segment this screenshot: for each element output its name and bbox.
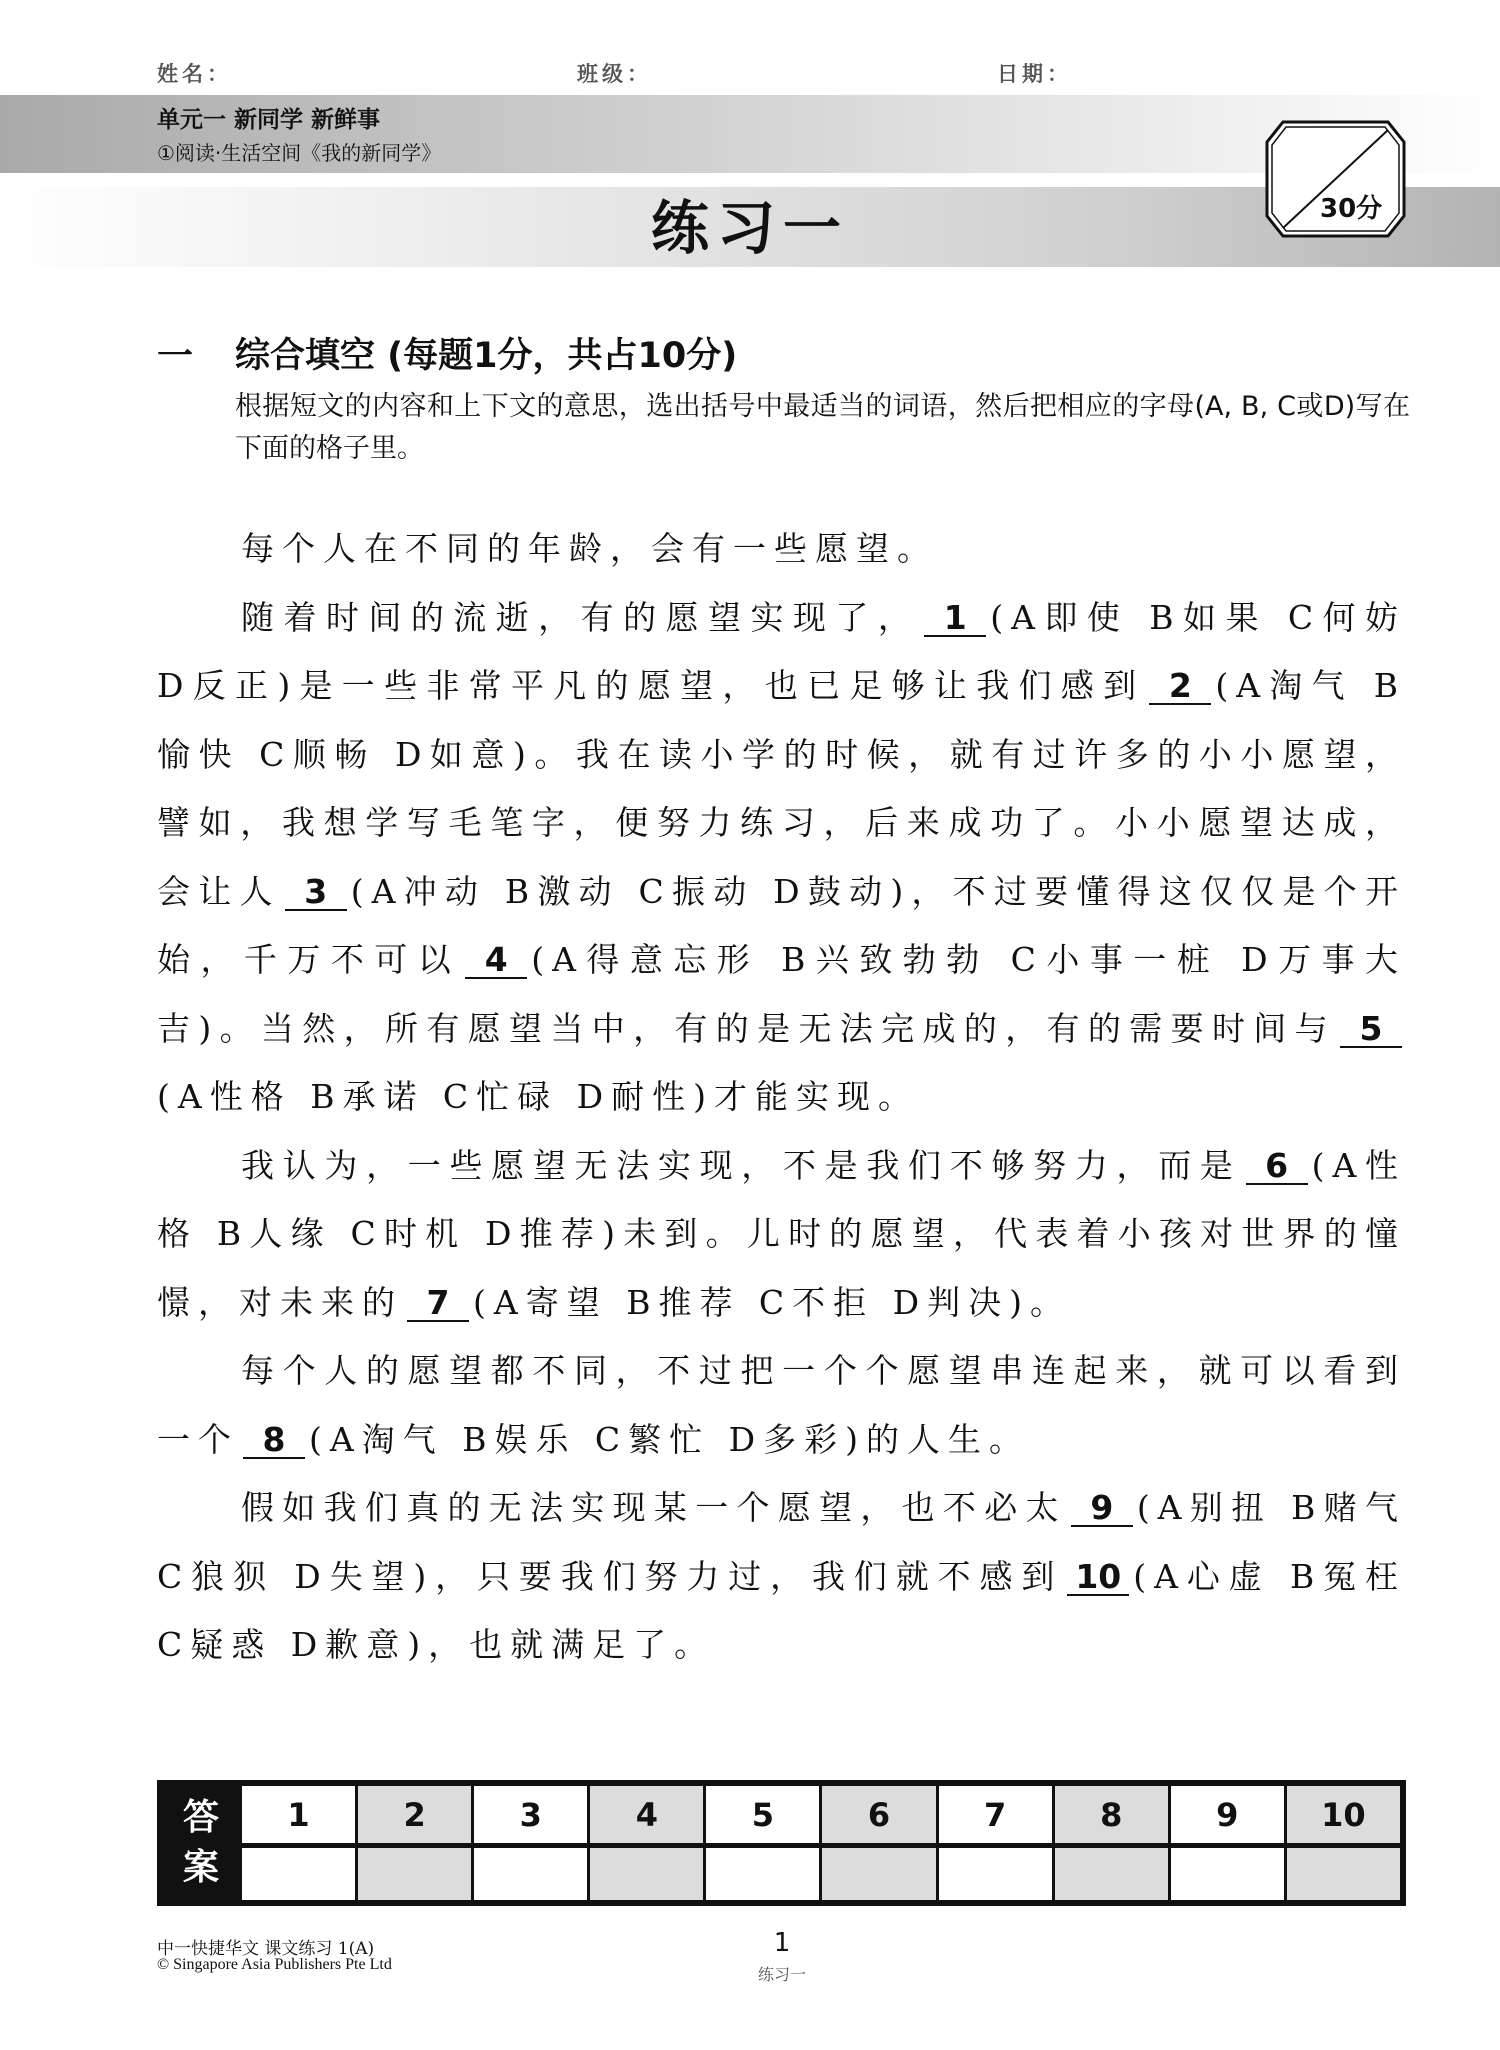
page-number: 1 (773, 1928, 791, 1958)
blank-number: 1 (924, 601, 986, 637)
passage-paragraph (157, 1132, 1406, 1338)
answer-column (703, 1786, 819, 1900)
answer-cell[interactable] (474, 1848, 587, 1900)
answer-column (1284, 1786, 1400, 1900)
passage-text: (A得意忘形 B兴致勃勃 C小事一桩 D万事大吉)。当然，所有愿望当中，有的是无法完成的，有的需要时间与 (157, 940, 1406, 1048)
passage-text: 我认为，一些愿望无法实现，不是我们不够努力，而是 (241, 1145, 1242, 1185)
book-title: 中一快捷华文 课文练习 1(A) (157, 1939, 375, 1959)
passage-paragraph (157, 1337, 1406, 1474)
answer-column (471, 1786, 587, 1900)
total-score: 30分 (1320, 194, 1383, 224)
answer-number: 10 (1287, 1786, 1400, 1848)
answer-number: 4 (590, 1786, 703, 1848)
answer-cell[interactable] (358, 1848, 471, 1900)
passage-text: 随着时间的流逝，有的愿望实现了， (241, 597, 921, 637)
unit-title: 单元一 新同学 新鲜事 (157, 107, 381, 133)
answer-table-header (163, 1786, 239, 1900)
answer-column (936, 1786, 1052, 1900)
answer-cell[interactable] (939, 1848, 1052, 1900)
answer-cell[interactable] (1287, 1848, 1400, 1900)
passage-text: (A即使 B如果 C何妨 D反正)是一些非常平凡的愿望，也已足够让我们感到 (157, 597, 1407, 705)
answer-column (1168, 1786, 1284, 1900)
copyright: © Singapore Asia Publishers Pte Ltd (157, 1956, 392, 1973)
answer-head-char-2: 案 (182, 1847, 219, 1888)
passage (157, 515, 1406, 1680)
answer-column (1052, 1786, 1168, 1900)
passage-paragraph (157, 1474, 1406, 1680)
section-number: 一 (157, 336, 194, 377)
answer-head-char-1: 答 (182, 1797, 219, 1838)
passage-text: (A淘气 B娱乐 C繁忙 D多彩)的人生。 (309, 1419, 1031, 1459)
answer-cell[interactable] (822, 1848, 935, 1900)
answer-cell[interactable] (590, 1848, 703, 1900)
passage-text: (A寄望 B推荐 C不拒 D判决)。 (473, 1282, 1072, 1322)
passage-text: (A冲动 B激动 C振动 D鼓动)，不过要懂得这仅仅是个开始，千万不可以 (157, 871, 1406, 979)
answer-number: 1 (242, 1786, 355, 1848)
class-label: 班级： (577, 62, 652, 86)
answer-column (239, 1786, 355, 1900)
passage-paragraph (157, 515, 1406, 584)
answer-number: 8 (1055, 1786, 1168, 1848)
answer-column (819, 1786, 935, 1900)
answer-cell[interactable] (242, 1848, 355, 1900)
blank-number: 3 (285, 875, 347, 911)
blank-number: 4 (465, 943, 527, 979)
passage-text: 假如我们真的无法实现某一个愿望，也不必太 (241, 1488, 1067, 1527)
passage-text: 每个人的愿望都不同，不过把一个个愿望串连起来，就可以看到一个 (157, 1351, 1406, 1459)
blank-number: 8 (243, 1423, 305, 1459)
unit-subtitle: ①阅读·生活空间《我的新同学》 (157, 141, 442, 165)
page-title: 练习一 (650, 194, 849, 262)
answer-number: 6 (822, 1786, 935, 1848)
page-label: 练习一 (757, 1965, 806, 1984)
answer-number: 3 (474, 1786, 587, 1848)
section-instruction: 根据短文的内容和上下文的意思，选出括号中最适当的词语，然后把相应的字母(A, B, C或D)写在下面的格子里。 (235, 391, 1410, 464)
answer-table (157, 1780, 1406, 1906)
answer-column (587, 1786, 703, 1900)
answer-cell[interactable] (1171, 1848, 1284, 1900)
answer-number: 2 (358, 1786, 471, 1848)
answer-cell[interactable] (706, 1848, 819, 1900)
passage-text: 每个人在不同的年龄，会有一些愿望。 (241, 529, 938, 568)
passage-text: (A心虚 B冤枉 C疑惑 D歉意)，也就满足了。 (157, 1556, 1406, 1664)
passage-text: (A别扭 B赌气 C狼狈 D失望)，只要我们努力过，我们就不感到 (157, 1488, 1407, 1596)
passage-text: (A性格 B承诺 C忙碌 D耐性)才能实现。 (157, 1077, 920, 1116)
blank-number: 9 (1071, 1491, 1133, 1527)
blank-number: 10 (1067, 1560, 1129, 1596)
section-title: 综合填空 (每题1分，共占10分) (235, 336, 738, 376)
blank-number: 7 (407, 1286, 469, 1322)
blank-number: 2 (1149, 669, 1211, 705)
blank-number: 6 (1246, 1149, 1308, 1185)
name-label: 姓名： (157, 62, 232, 86)
passage-text: (A淘气 B愉快 C顺畅 D如意)。我在读小学的时候，就有过许多的小小愿望，譬如，我想学写毛笔字，便努力练习，后来成功了。小小愿望达成，会让人 (157, 666, 1406, 911)
date-label: 日期： (997, 62, 1072, 86)
answer-number: 5 (706, 1786, 819, 1848)
answer-column (355, 1786, 471, 1900)
blank-number: 5 (1340, 1012, 1402, 1048)
passage-text: (A性格 B人缘 C时机 D推荐)未到。儿时的愿望，代表着小孩对世界的憧憬，对未来的 (157, 1145, 1406, 1322)
answer-number: 9 (1171, 1786, 1284, 1848)
passage-paragraph (157, 584, 1406, 1132)
answer-cell[interactable] (1055, 1848, 1168, 1900)
answer-number: 7 (939, 1786, 1052, 1848)
